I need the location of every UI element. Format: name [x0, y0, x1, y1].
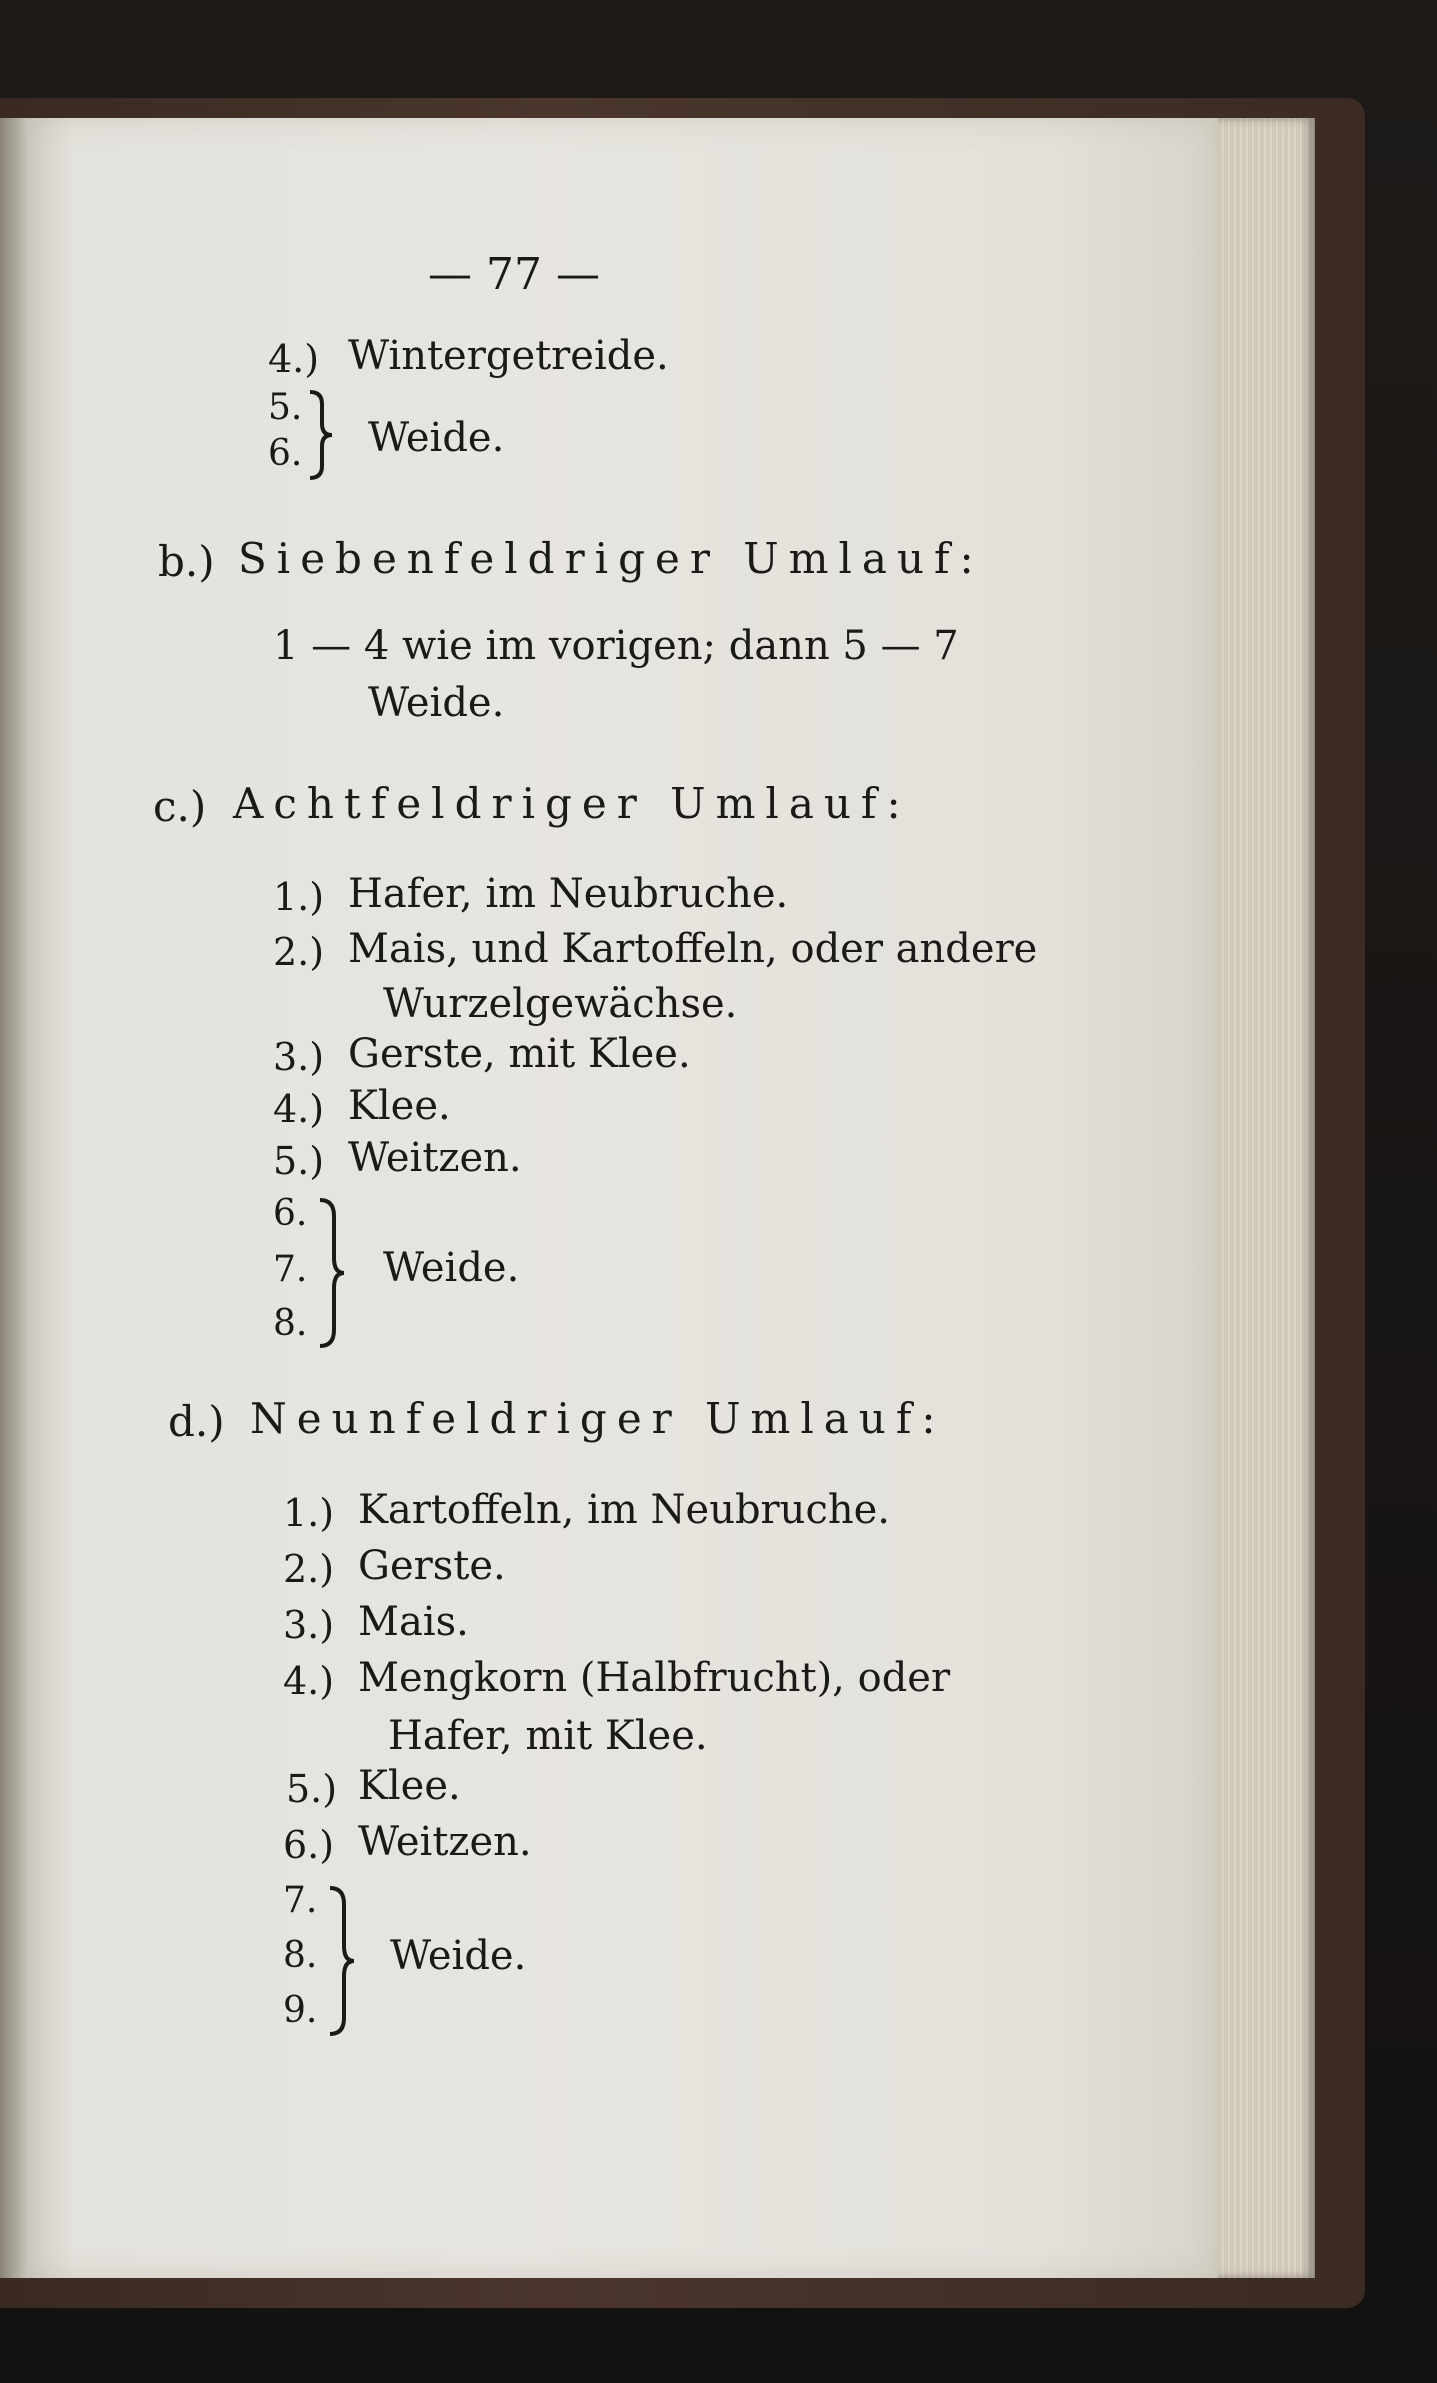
- item-number: 1.): [273, 875, 325, 919]
- item-text: Klee.: [358, 1763, 461, 1809]
- section-label: d.): [168, 1397, 225, 1446]
- page-number: — 77 —: [428, 249, 600, 300]
- group-number: 9.: [283, 1990, 318, 2031]
- section-heading: Neunfeldriger Umlauf:: [250, 1394, 946, 1443]
- item-text-continued: Hafer, mit Klee.: [388, 1713, 708, 1759]
- section-label: b.): [158, 537, 215, 586]
- section-heading: Siebenfeldriger Umlauf:: [238, 534, 984, 583]
- group-number: 6.: [273, 1193, 308, 1234]
- item-text: Weitzen.: [348, 1135, 522, 1181]
- group-number: 6.: [268, 433, 303, 474]
- body-line: 1 — 4 wie im vorigen; dann 5 — 7: [273, 623, 959, 669]
- item-text: Klee.: [348, 1083, 451, 1129]
- item-text: Gerste.: [358, 1543, 506, 1589]
- group-number: 7.: [273, 1249, 308, 1290]
- item-text: Mais.: [358, 1599, 469, 1645]
- item-number: 2.): [273, 930, 325, 974]
- group-text: Weide.: [383, 1245, 520, 1291]
- item-number: 5.): [273, 1139, 325, 1183]
- group-number: 8.: [273, 1303, 308, 1344]
- item-number: 3.): [273, 1035, 325, 1079]
- item-number: 6.): [283, 1823, 335, 1867]
- item-number: 4.): [268, 337, 320, 381]
- item-text: Hafer, im Neubruche.: [348, 871, 789, 917]
- brace-icon: [310, 1198, 350, 1348]
- item-text: Mengkorn (Halbfrucht), oder: [358, 1655, 951, 1701]
- item-text: Gerste, mit Klee.: [348, 1031, 691, 1077]
- brace-icon: [300, 390, 340, 480]
- item-number: 3.): [283, 1603, 335, 1647]
- group-number: 5.: [268, 387, 303, 428]
- group-number: 8.: [283, 1935, 318, 1976]
- group-text: Weide.: [368, 415, 505, 461]
- body-line: Weide.: [368, 680, 505, 726]
- item-text: Weitzen.: [358, 1819, 532, 1865]
- item-number: 4.): [273, 1087, 325, 1131]
- item-text: Kartoffeln, im Neubruche.: [358, 1487, 890, 1533]
- section-label: c.): [153, 782, 207, 831]
- item-text: Mais, und Kartoffeln, oder andere: [348, 926, 1038, 972]
- item-text-continued: Wurzelgewächse.: [383, 981, 738, 1027]
- group-text: Weide.: [390, 1933, 527, 1979]
- section-heading: Achtfeldriger Umlauf:: [233, 779, 911, 828]
- book-page: [28, 118, 1218, 2278]
- brace-icon: [320, 1886, 360, 2036]
- group-number: 7.: [283, 1880, 318, 1921]
- item-number: 1.): [283, 1491, 335, 1535]
- item-number: 5.): [286, 1767, 338, 1811]
- item-number: 2.): [283, 1547, 335, 1591]
- item-number: 4.): [283, 1659, 335, 1703]
- facing-page-edge: [0, 118, 28, 2278]
- item-text: Wintergetreide.: [348, 333, 669, 379]
